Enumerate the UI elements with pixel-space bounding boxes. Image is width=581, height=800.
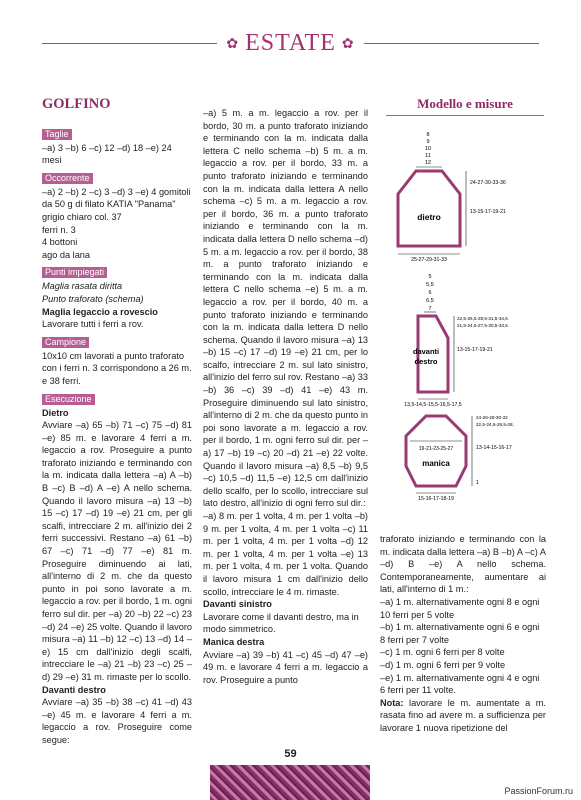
davanti-top-num: 5,5 [426, 282, 434, 288]
measurements-diagram [380, 96, 550, 516]
manica-continued-text: traforato iniziando e terminando con la m. indicata dalla lettera –a) B –b) A –c) A –d) B –e) A nello schema. Contemporaneamente, aumentare ai lati, all'interno di 1 m.: [380, 534, 546, 595]
legaccio-title: Maglia legaccio a rovescio [42, 306, 158, 317]
dietro-shape [398, 171, 460, 246]
davanti-right-2: 21,5-24,5-27,5-30,5-33,5 [457, 323, 508, 328]
davanti-label: davanti [412, 347, 440, 356]
knit-texture-strip [210, 765, 370, 800]
dietro-top-num: 12 [424, 160, 432, 166]
davanti-continued-text: –a) 5 m. a m. legaccio a rov. per il bordo, 30 m. a punto traforato iniziando e terminando con la m. indicata dalla lettera C nello schema –b) 5 m. a m. legaccio a rov. per il bordo, 33 m. a punto traforato iniziando e terminando con la m. indicata dalla lettera A nello schema –c) 5 m. a m. legaccio a rov. per il bordo, 36 m. a punto traforato iniziando e terminando con la m. indicata dalla lettera D nello schema –d) 5 m. a m. legaccio a rov. per il bordo, 38 m. a punto traforato iniziando e terminando con la m. indicata dalla lettera C nello schema –e) 5 m. a m. legaccio a rov. per il bordo, 40 m. a punto traforato iniziando e terminando con la m. indicata dalla lettera D nello schema. Quando il lavoro misura –a) 13 –b) 15 –c) 17 –d) 19 –e) 21 cm, per lo scalfo, intrecciare 2 m. sul lato sinistro, all'inizio del ferro sul rov. Restano –a) 33 –b) 36 –c) 39 –d) 41 –e) 43 m. Proseguire diminuendo sul lato sinistro, all'interno di 2 m. che da questo punto in poi sono lavorate a m. legaccio a rov. per il bordo, 1 m. ogni ferro sul dir. per –a) 17 –b) 19 –c) 20 –d) 21 –e) 22 volte. Quando il lavoro misura –a) 8,5 –b) 9,5 –c) 10,5 –d) 11,5 –e) 12,5 cm dall'inizio dello scalfo, per lo scollo, intrecciare sul lato destro, all'inizio di ogni ferro sul dir.: [203, 108, 368, 509]
legaccio-text: Lavorare tutti i ferri a rov. [42, 319, 144, 330]
page-header [0, 0, 581, 70]
manica-right-mid: 13-14-15-16-17 [476, 445, 512, 451]
column-1 [42, 98, 192, 747]
dietro-text: Avviare –a) 65 –b) 71 –c) 75 –d) 81 –e) 85 m. e lavorare 4 ferri a m. legaccio a rov. Proseguire a punto traforato iniziando e terminando con la m. indicata dalla lettera –a) A –b) B –c) B –d) A –e) A nello schema. Quando il lavoro misura –a) 13 –b) 15 –c) 17 –d) 19 –e) 21 cm, per gli scalfi, intrecciare 2 m. all'inizio dei 2 ferri successivi. Restano –a) 61 –b) 67 –c) 71 –d) 77 –e) 81 m. Proseguire diminuendo ai lati, all'interno di 2 m. che da questo punto in poi sono lavorate a m. legaccio a rov. per il bordo, 1 m. ogni ferro sul dir. per –a) 20 –b) 22 –c) 23 –d) 24 –e) 25 volte. Quando il lavoro misura –a) 11 –b) 12 –c) 13 –d) 14 –e) 15 cm dall'inizio degli scalfi, intrecciare le –a) 21 –b) 23 –c) 25 –d) 29 –e) 31 m. rimaste per lo scollo. [42, 420, 192, 682]
manica-bottom: 15-16-17-18-19 [418, 496, 454, 502]
section-punti: Punti impiegati [42, 267, 107, 278]
davanti-label: destro [414, 357, 438, 366]
pattern-title: GOLFINO [42, 96, 111, 112]
increase-line: –b) 1 m. alternativamente ogni 6 e ogni 8 ferri per 7 volte [380, 622, 540, 645]
increase-line: –a) 1 m. alternativamente ogni 8 e ogni 10 ferri per 5 volte [380, 596, 540, 620]
campione-text: 10x10 cm lavorati a punto traforato con i ferri n. 3 corrispondono a 26 m. e 38 ferri. [42, 350, 192, 386]
taglie-text: –a) 3 –b) 6 –c) 12 –d) 18 –e) 24 mesi [42, 142, 172, 166]
davanti-bottom: 13,5-14,5-15,5-16,5-17,5 [404, 402, 462, 408]
occorrente-line: ferri n. 3 [42, 224, 76, 235]
column-3 [380, 533, 546, 735]
occorrente-line: –a) 2 –b) 2 –c) 3 –d) 3 –e) 4 gomitoli da 50 g di filato KATIA "Panama" grigio chiaro col. 37 [42, 186, 191, 222]
nota-label: Nota: [380, 697, 404, 708]
manica-inner: 19-21-23-25-27 [418, 446, 454, 452]
sinistro-text: Lavorare come il davanti destro, ma in modo simmetrico. [203, 611, 359, 635]
section-title-text: ESTATE [245, 30, 336, 56]
section-occorrente: Occorrente [42, 173, 93, 184]
watermark: PassionForum.ru [504, 786, 573, 796]
dietro-title: Dietro [42, 407, 69, 418]
section-campione: Campione [42, 337, 89, 348]
manica-label: manica [422, 459, 450, 468]
increase-line: –e) 1 m. alternativamente ogni 4 e ogni 6 ferri per 11 volte. [380, 672, 540, 696]
davanti-right-1: 22,5-25,5-28,5-31,5-34,5 [457, 316, 508, 321]
occorrente-line: 4 bottoni [42, 237, 78, 248]
punti-line: Maglia rasata diritta [42, 281, 123, 292]
dietro-top-num: 11 [425, 153, 431, 159]
sinistro-title: Davanti sinistro [203, 599, 272, 610]
increase-line: –d) 1 m. ogni 6 ferri per 9 volte [380, 659, 506, 670]
section-esecuzione: Esecuzione [42, 394, 95, 405]
punti-line: Punto traforato (schema) [42, 293, 144, 304]
section-title [0, 30, 581, 57]
dietro-right-top: 24-27-30-33-36 [470, 180, 506, 186]
diagram-title: Modello e misure [417, 96, 513, 111]
davanti-title: Davanti destro [42, 684, 106, 695]
manica-right-small: 1 [476, 480, 479, 486]
dietro-top-num: 9 [426, 139, 430, 145]
davanti-top-num: 7 [428, 306, 432, 312]
manica-right-1: 24-26-28-30-32 [476, 415, 508, 420]
manica-text: Avviare –a) 39 –b) 41 –c) 45 –d) 47 –e) 49 m. e lavorare 4 ferri a m. legaccio a rov. Proseguire a punto [203, 649, 368, 685]
diagram-svg [380, 116, 550, 516]
increase-line: –c) 1 m. ogni 6 ferri per 8 volte [380, 647, 505, 658]
manica-title: Manica destra [203, 636, 265, 647]
davanti-top-num: 6,5 [426, 298, 434, 304]
dietro-label: dietro [417, 212, 441, 222]
dietro-top-num: 10 [424, 146, 432, 152]
davanti-top-num: 6 [428, 290, 432, 296]
dietro-right-mid: 13-15-17-19-21 [470, 209, 506, 215]
scollo-text: –a) 8 m. per 1 volta, 4 m. per 1 volta –b) 9 m. per 1 volta, 4 m. per 1 volta –c) 11 m. per 1 volta, 4 m. per 1 volta –d) 12 m. per 1 volta, 4 m. per 1 volta –e) 13 m. per 1 volta, 4 m. per 1 volta. Quando il lavoro misura 1 cm dall'inizio dello scollo, intrecciare le 4 m. rimaste. [203, 511, 368, 597]
flower-icon: ✿ [341, 36, 355, 52]
nota-text: lavorare le m. aumentate a m. rasata fino ad avere m. a sufficienza per lavorare 1 nuova ripetizione del [380, 697, 546, 733]
flower-icon: ✿ [226, 36, 240, 52]
column-2 [203, 107, 368, 686]
davanti-top-num: 5 [428, 274, 432, 280]
davanti-text: Avviare –a) 35 –b) 38 –c) 41 –d) 43 –e) 45 m. e lavorare 4 ferri a m. legaccio a rov. Proseguire come segue: [42, 697, 192, 745]
dietro-top-num: 8 [426, 132, 430, 138]
dietro-bottom: 25-27-29-31-33 [411, 257, 447, 263]
nota-paragraph [380, 697, 546, 735]
section-taglie: Taglie [42, 129, 72, 140]
occorrente-line: ago da lana [42, 249, 91, 260]
davanti-right-mid: 13-15-17-19-21 [457, 347, 493, 353]
manica-right-2: 22,5-24,5-26,5-28, [476, 422, 514, 427]
page-number: 59 [284, 748, 297, 760]
